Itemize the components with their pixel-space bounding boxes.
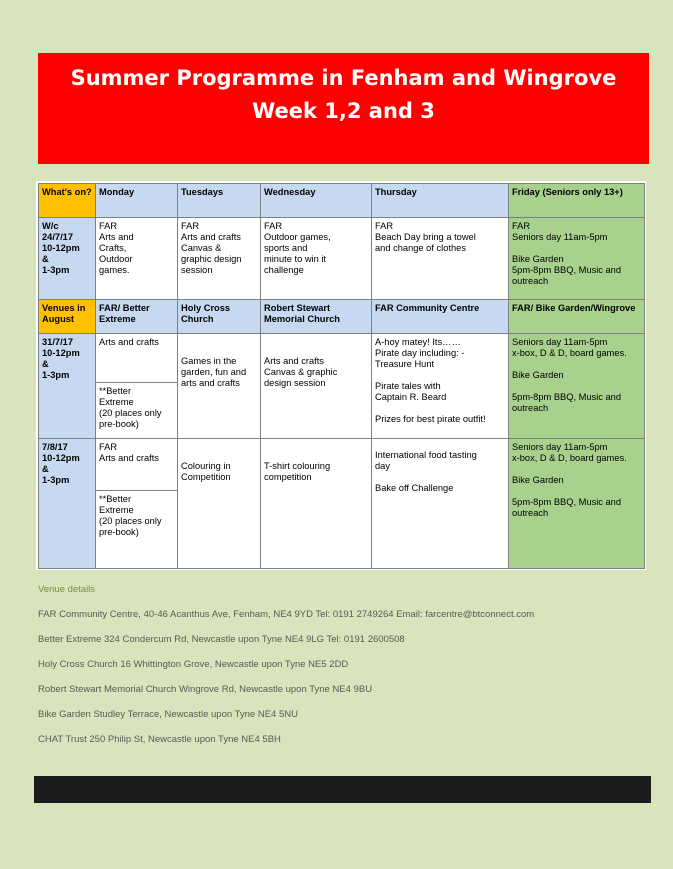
week2-monday-top (96, 334, 178, 383)
venue-line: FAR Community Centre, 40-46 Acanthus Ave, Fenham, NE4 9YD Tel: 0191 2749264 Email: farcentre@btconnect.com (38, 609, 535, 620)
banner-title: Summer Programme in Fenham and Wingrove (70, 66, 617, 90)
venue-friday: FAR/ Bike Garden/Wingrove (509, 300, 645, 334)
week1-date-text: W/c 24/7/17 10-12pm & 1-3pm (42, 221, 80, 275)
week3-tuesday-text: Colouring in Competition (181, 461, 231, 482)
venue-wednesday: Robert Stewart Memorial Church (261, 300, 372, 334)
week1-wednesday-text: FAR Outdoor games, sports and minute to win it challenge (264, 221, 331, 275)
venue-line: Robert Stewart Memorial Church Wingrove Rd, Newcastle upon Tyne NE4 9BU (38, 684, 373, 695)
week2-date (39, 334, 96, 439)
table-header-row (39, 184, 645, 218)
week1-row (39, 218, 645, 300)
week2-thursday (372, 334, 509, 439)
week1-tuesday-text: FAR Arts and crafts Canvas & graphic design session (181, 221, 242, 275)
venue-details (38, 584, 648, 759)
venue-line: Holy Cross Church 16 Whittington Grove, Newcastle upon Tyne NE5 2DD (38, 659, 349, 670)
week3-thursday-text: International food tasting day Bake off Challenge (375, 450, 477, 493)
week2-thursday-text: A-hoy matey! Its…… Pirate day including: - Treasure Hunt Pirate tales with Captain R. Beard Prizes for best pirate outfit! (375, 337, 486, 424)
header-tuesday: Tuesdays (178, 184, 261, 218)
header-monday: Monday (96, 184, 178, 218)
week2-wednesday-text: Arts and crafts Canvas & graphic design session (264, 356, 338, 388)
banner-subtitle: Week 1,2 and 3 (252, 99, 435, 123)
week3-row-top (39, 439, 645, 491)
venue-thursday: FAR Community Centre (372, 300, 509, 334)
week1-wednesday (261, 218, 372, 300)
week3-friday-text: Seniors day 11am-5pm x-box, D & D, board games. Bike Garden 5pm-8pm BBQ, Music and outreach (512, 442, 627, 518)
venue-monday: FAR/ Better Extreme (96, 300, 178, 334)
programme-banner (38, 53, 649, 164)
venue-line: Better Extreme 324 Condercum Rd, Newcastle upon Tyne NE4 9LG Tel: 0191 2600508 (38, 634, 405, 645)
week2-friday (509, 334, 645, 439)
header-wednesday: Wednesday (261, 184, 372, 218)
venues-label: Venues in August (39, 300, 96, 334)
week3-monday-bottom (96, 491, 178, 569)
week3-wednesday-text: T-shirt colouring competition (264, 461, 331, 482)
week3-monday-top (96, 439, 178, 491)
week3-monday-bottom-text: **Better Extreme (20 places only pre-book) (99, 494, 162, 537)
header-friday: Friday (Seniors only 13+) (509, 184, 645, 218)
week1-thursday-text: FAR Beach Day bring a towel and change of clothes (375, 221, 476, 253)
week2-date-text: 31/7/17 10-12pm & 1-3pm (42, 337, 80, 380)
week1-tuesday (178, 218, 261, 300)
week1-monday (96, 218, 178, 300)
week3-friday (509, 439, 645, 569)
footer-bar (34, 776, 651, 803)
week1-monday-text: FAR Arts and Crafts, Outdoor games. (99, 221, 134, 275)
week3-date (39, 439, 96, 569)
week1-date (39, 218, 96, 300)
week2-monday-top-text: Arts and crafts (99, 337, 159, 347)
programme-table-container (36, 181, 646, 570)
week3-wednesday (261, 439, 372, 569)
whats-on-cell: What's on? (39, 184, 96, 218)
header-thursday: Thursday (372, 184, 509, 218)
week2-row-top (39, 334, 645, 383)
venues-row (39, 300, 645, 334)
venue-tuesday: Holy Cross Church (178, 300, 261, 334)
week3-thursday (372, 439, 509, 569)
week3-date-text: 7/8/17 10-12pm & 1-3pm (42, 442, 80, 485)
venue-details-title: Venue details (38, 584, 96, 595)
venue-line: CHAT Trust 250 Philip St, Newcastle upon Tyne NE4 5BH (38, 734, 281, 745)
week3-tuesday (178, 439, 261, 569)
venue-line: Bike Garden Studley Terrace, Newcastle upon Tyne NE4 5NU (38, 709, 298, 720)
week3-monday-top-text: FAR Arts and crafts (99, 442, 159, 463)
programme-table (38, 183, 645, 569)
week2-friday-text: Seniors day 11am-5pm x-box, D & D, board games. Bike Garden 5pm-8pm BBQ, Music and outreach (512, 337, 627, 413)
week1-friday-text: FAR Seniors day 11am-5pm Bike Garden 5pm-8pm BBQ, Music and outreach (512, 221, 622, 286)
week2-wednesday (261, 334, 372, 439)
week2-tuesday-text: Games in the garden, fun and arts and crafts (181, 356, 247, 388)
week2-monday-bottom-text: **Better Extreme (20 places only pre-book) (99, 386, 162, 429)
week2-tuesday (178, 334, 261, 439)
week1-friday (509, 218, 645, 300)
week2-monday-bottom (96, 383, 178, 439)
week1-thursday (372, 218, 509, 300)
